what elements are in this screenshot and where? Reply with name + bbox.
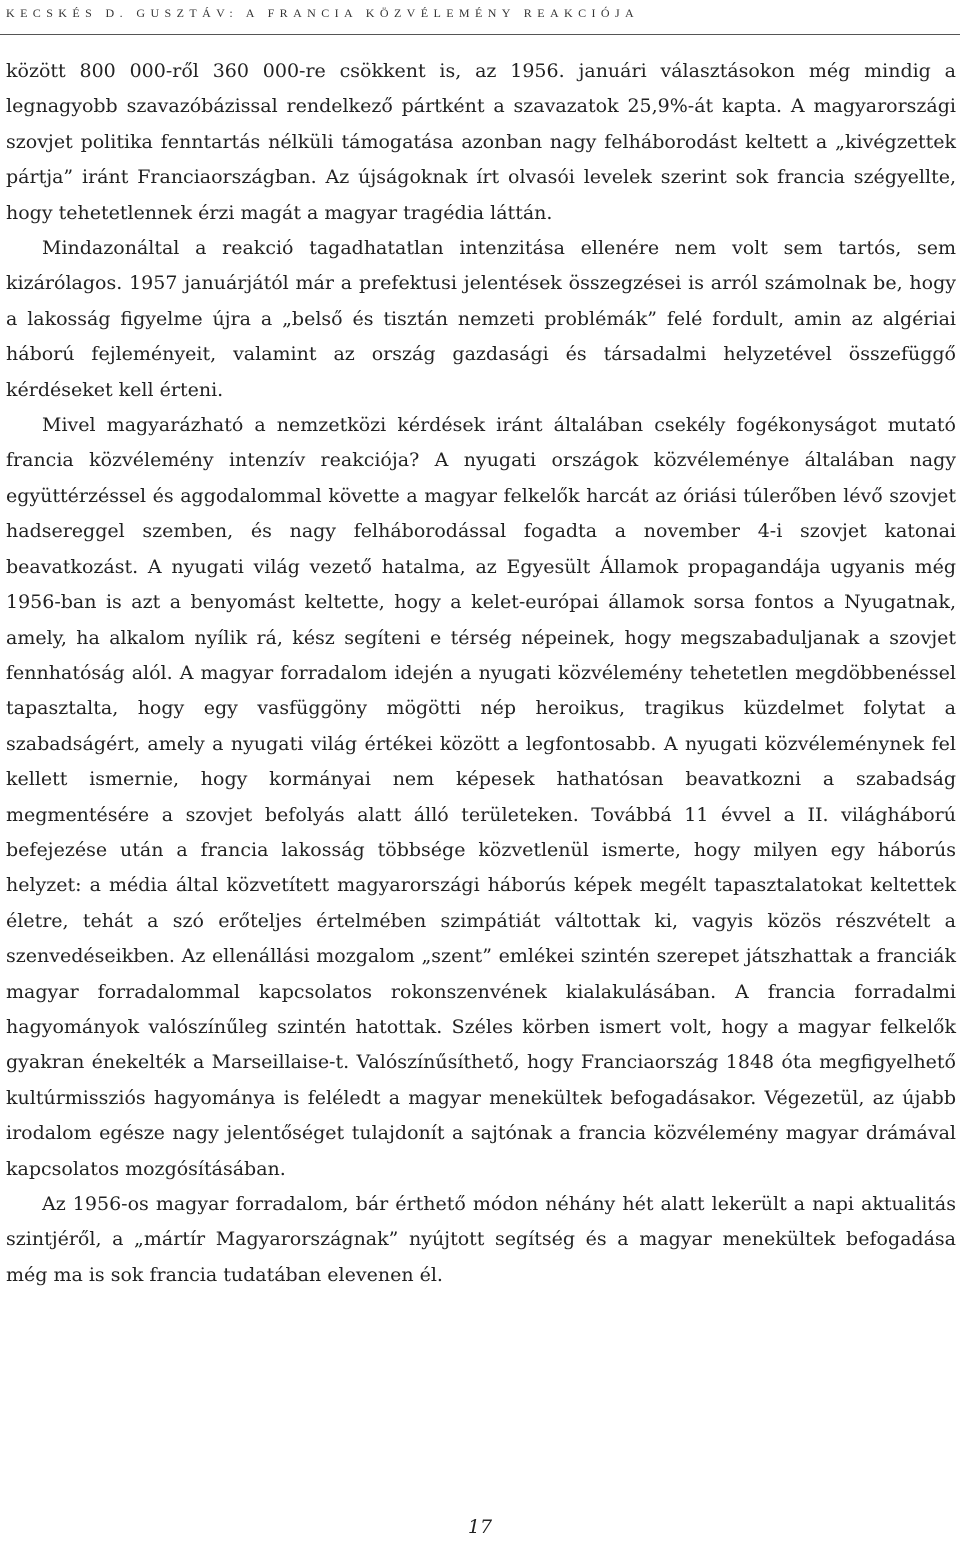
paragraph-continued: között 800 000-ről 360 000-re csökkent is, az 1956. januári választásokon még mindig a legnagyobb szavazóbázissal rendelkező pártként a szavazatok 25,9%-át kapta. A magyarországi szovjet politika fenntartás nélküli támogatása azonban nagy felháborodást keltett a „kivégzettek pártja” iránt Franciaországban. Az újságoknak írt olvasói levelek szerint sok francia szégyellte, hogy tehetetlennek érzi magát a magyar tragédia láttán. (6, 60, 956, 224)
paragraph: Mivel magyarázható a nemzetközi kérdések iránt általában csekély fogékonyságot mutató francia közvélemény intenzív reakciója? A nyugati országok közvéleménye általában nagy együttérzéssel és aggodalommal követte a magyar felkelők harcát az óriási túlerőben lévő szovjet hadsereggel szemben, és nagy felháborodással fogadta a november 4-i szovjet katonai beavatkozást. A nyugati világ vezető hatalma, az Egyesült Államok propagandája ugyanis még 1956-ban is azt a benyomást keltette, hogy a kelet-európai államok sorsa fontos a Nyugatnak, amely, ha alkalom nyílik rá, kész segíteni e térség népeinek, hogy megszabaduljanak a szovjet fennhatóság alól. A magyar forradalom idején a nyugati közvélemény tehetetlen megdöbbenéssel tapasztalta, hogy egy vasfüggöny mögötti nép heroikus, tragikus küzdelmet folytat a szabadságért, amely a nyugati világ értékei között a legfontosabb. A nyugati közvéleménynek fel kellett ismernie, hogy kormányai nem képesek hathatósan beavatkozni a szabadság megmentésére a szovjet befolyás alatt álló területeken. Továbbá 11 évvel a II. világháború befejezése után a francia lakosság többsége közvetlenül ismerte, hogy milyen egy háborús helyzet: a média által közvetített magyarországi háborús képek megélt tapasztalatokat keltettek életre, tehát a szó erőteljes értelmében szimpátiát váltottak ki, vagyis közös részvételt a szenvedéseikben. Az ellenállási mozgalom „szent” emlékei szintén szerepet játszhattak a franciák magyar forradalommal kapcsolatos rokonszenvének kialakulásában. A francia forradalmi hagyományok valószínűleg szintén hatottak. Széles körben ismert volt, hogy a magyar felkelők gyakran énekelték a Marseillaise-t. Valószínűsíthető, hogy Franciaország 1848 óta megfigyelhető kultúrmissziós hagyománya is feléledt a magyar menekültek befogadásakor. Végezetül, az újabb irodalom egésze nagy jelentőséget tulajdonít a sajtónak a francia közvélemény magyar drámával kapcsolatos mozgósításában. (6, 414, 956, 1180)
running-head: KECSKÉS D. GUSZTÁV: A FRANCIA KÖZVÉLEMÉNY REAKCIÓJA (6, 6, 640, 20)
header-rule (0, 34, 960, 35)
article-body (6, 54, 956, 1293)
paragraph: Mindazonáltal a reakció tagadhatatlan intenzitása ellenére nem volt sem tartós, sem kizárólagos. 1957 januárjától már a prefektusi jelentések összegzései is arról számolnak be, hogy a lakosság figyelme újra a „belső és tisztán nemzeti problémák” felé fordult, amin az algériai háború fejleményeit, valamint az ország gazdasági és társadalmi helyzetével összefüggő kérdéseket kell érteni. (6, 237, 956, 401)
paragraph: Az 1956-os magyar forradalom, bár érthető módon néhány hét alatt lekerült a napi aktualitás szintjéről, a „mártír Magyarországnak” nyújtott segítség és a magyar menekültek befogadása még ma is sok francia tudatában elevenen él. (6, 1193, 956, 1286)
page-number: 17 (467, 1516, 493, 1538)
